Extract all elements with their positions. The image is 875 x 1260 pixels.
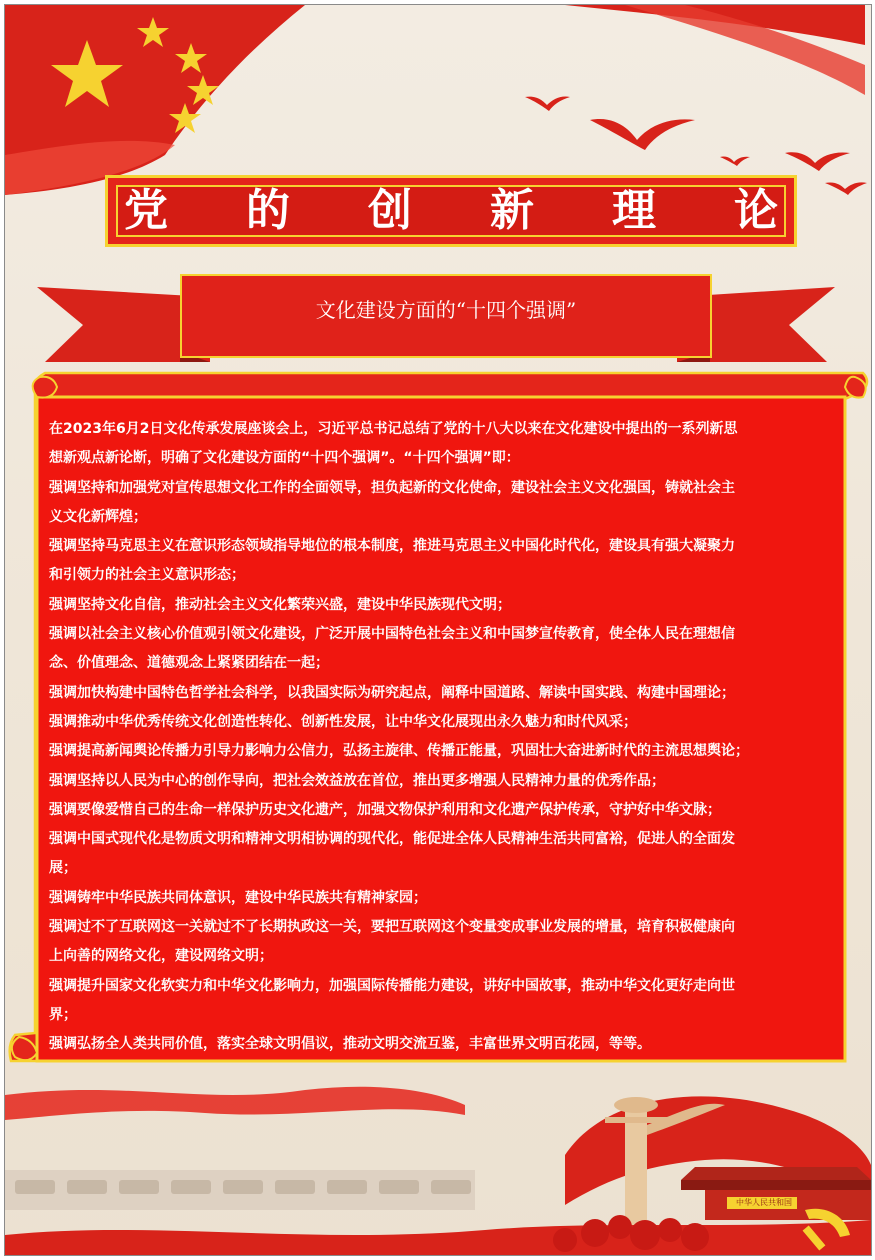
bottom-wave [5,1087,465,1120]
scroll-curl-top [33,377,57,398]
title-banner [105,175,797,247]
body-line: 强调弘扬全人类共同价值，落实全球文明倡议，推动文明交流互鉴，丰富世界文明百花园，等等。 [49,1036,651,1053]
body-line: 界； [49,1006,77,1023]
plaque-text: 中华人民共和国 [736,1198,792,1207]
tiananmen-icon [681,1167,871,1220]
body-line: 想新观点新论断，明确了文化建设方面的“十四个强调”。“十四个强调”即： [49,450,520,467]
page-title [108,185,794,236]
bird-icon [525,96,570,111]
bird-icon [785,152,850,171]
body-line: 强调过不了互联网这一关就过不了长期执政这一关，要把互联网这个变量变成事业发展的增量，培育积极健康向 [49,919,735,936]
title-char: 党 [124,185,168,236]
poster [4,4,872,1256]
bird-icon [825,182,867,195]
body-line: 强调铸牢中华民族共同体意识，建设中华民族共有精神家园； [49,889,427,906]
content-body [49,415,845,1060]
title-char: 新 [490,185,534,236]
bottom-wave-2 [5,1220,871,1255]
body-line: 念、价值理念、道德观念上紧紧团结在一起； [49,655,329,672]
body-line: 和引领力的社会主义意识形态； [49,567,245,584]
body-line: 强调中国式现代化是物质文明和精神文明相协调的现代化，能促进全体人民精神生活共同富裕，促进人的全面发 [49,831,735,848]
body-line: 强调提高新闻舆论传播力引导力影响力公信力，弘扬主旋律、传播正能量，巩固壮大奋进新时代的主流思想舆论； [49,743,749,760]
bird-icon [720,156,750,166]
subtitle: 文化建设方面的“十四个强调” [315,298,577,322]
body-line: 强调推动中华优秀传统文化创造性转化、创新性发展，让中华文化展现出永久魅力和时代风采； [49,713,637,730]
subtitle-ribbon [180,274,712,358]
body-line: 强调坚持文化自信，推动社会主义文化繁荣兴盛，建设中华民族现代文明； [49,596,511,613]
body-line: 强调坚持以人民为中心的创作导向，把社会效益放在首位，推出更多增强人民精神力量的优秀作品； [49,772,665,789]
title-char: 创 [368,185,412,236]
body-line: 强调要像爱惜自己的生命一样保护历史文化遗产，加强文物保护利用和文化遗产保护传承，守护好中华文脉； [49,801,721,818]
body-line: 强调提升国家文化软实力和中华文化影响力，加强国际传播能力建设，讲好中国故事，推动中华文化更好走向世 [49,977,735,994]
body-line: 展； [49,860,77,877]
body-line: 强调加快构建中国特色哲学社会科学，以我国实际为研究起点，阐释中国道路、解读中国实践、构建中国理论； [49,684,735,701]
body-line: 义文化新辉煌； [49,508,147,525]
body-line: 在2023年6月2日文化传承发展座谈会上，习近平总书记总结了党的十八大以来在文化建设中提出的一系列新思 [49,421,738,437]
body-line: 强调以社会主义核心价值观引领文化建设，广泛开展中国特色社会主义和中国梦宣传教育，使全体人民在理想信 [49,626,735,643]
body-line: 强调坚持马克思主义在意识形态领域指导地位的根本制度，推进马克思主义中国化时代化，建设具有强大凝聚力 [49,538,735,555]
title-char: 的 [246,185,290,236]
body-line: 强调坚持和加强党对宣传思想文化工作的全面领导，担负起新的文化使命，建设社会主义文化强国，铸就社会主 [49,479,735,496]
title-char: 理 [612,185,656,236]
bird-icon [590,119,695,150]
title-char: 论 [734,185,778,236]
body-line: 上向善的网络文化，建设网络文明； [49,948,273,965]
